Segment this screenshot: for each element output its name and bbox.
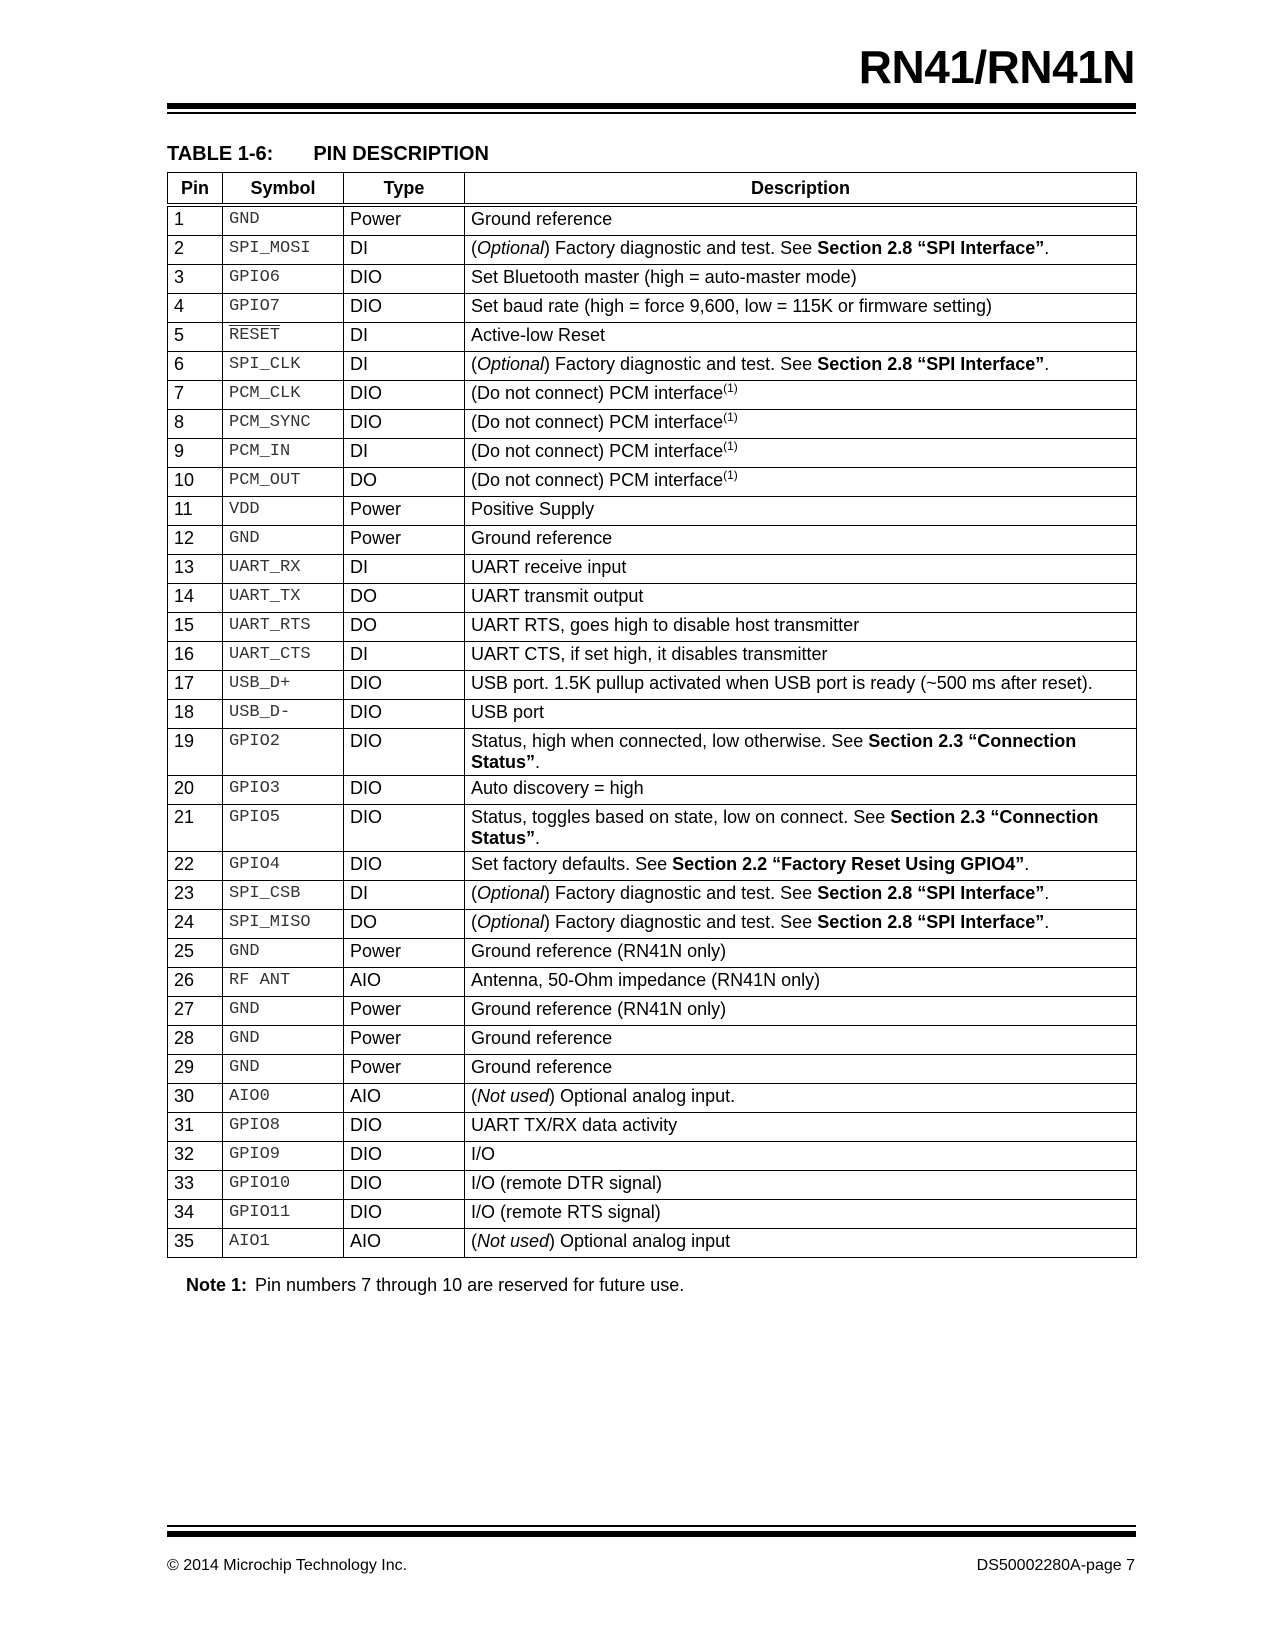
symbol-text: PCM_SYNC	[229, 413, 311, 432]
description-cell	[465, 1200, 1137, 1229]
description-text: (	[471, 883, 477, 903]
type-cell: Power	[344, 205, 465, 236]
pin-cell: 30	[168, 1084, 223, 1113]
type-cell: DIO	[344, 852, 465, 881]
description-text: USB port	[471, 702, 545, 722]
pin-cell: 2	[168, 236, 223, 265]
symbol-cell	[223, 1229, 344, 1258]
type-cell: AIO	[344, 968, 465, 997]
description-cell	[465, 555, 1137, 584]
pin-cell: 27	[168, 997, 223, 1026]
description-cell	[465, 439, 1137, 468]
symbol-text: GPIO2	[229, 732, 281, 751]
table-row	[168, 497, 1137, 526]
symbol-text: GPIO8	[229, 1116, 281, 1135]
table-row	[168, 352, 1137, 381]
symbol-text: PCM_CLK	[229, 384, 301, 403]
symbol-text: GND	[229, 529, 260, 548]
description-cell	[465, 997, 1137, 1026]
pin-cell: 8	[168, 410, 223, 439]
table-row	[168, 555, 1137, 584]
description-text: USB port. 1.5K pullup activated when USB port is ready (~500 ms after reset).	[471, 673, 1093, 693]
type-cell: Power	[344, 997, 465, 1026]
type-cell: DI	[344, 555, 465, 584]
pin-cell: 23	[168, 881, 223, 910]
description-cell	[465, 1113, 1137, 1142]
description-cell	[465, 968, 1137, 997]
table-row	[168, 613, 1137, 642]
table-label: TABLE 1-6:	[167, 143, 274, 165]
description-text: Set baud rate (high = force 9,600, low = 115K or firmware setting)	[471, 296, 992, 316]
symbol-text: GND	[229, 942, 260, 961]
table-row	[168, 381, 1137, 410]
type-cell: Power	[344, 939, 465, 968]
description-cell	[465, 1084, 1137, 1113]
table-row	[168, 265, 1137, 294]
description-text: .	[1044, 883, 1050, 903]
symbol-cell	[223, 323, 344, 352]
header-rule-thin	[167, 112, 1136, 114]
description-cell	[465, 700, 1137, 729]
symbol-cell	[223, 1026, 344, 1055]
table-row	[168, 323, 1137, 352]
pin-cell: 11	[168, 497, 223, 526]
footnote-marker: (1)	[723, 381, 738, 395]
description-cell	[465, 323, 1137, 352]
table-row	[168, 671, 1137, 700]
symbol-cell	[223, 555, 344, 584]
symbol-cell	[223, 205, 344, 236]
footer-rule-thin	[167, 1525, 1136, 1527]
footer-copyright: © 2014 Microchip Technology Inc.	[167, 1557, 408, 1574]
type-cell: DO	[344, 468, 465, 497]
pin-cell: 25	[168, 939, 223, 968]
type-cell: DO	[344, 910, 465, 939]
symbol-text: PCM_IN	[229, 442, 291, 461]
type-cell: DIO	[344, 410, 465, 439]
pin-cell: 7	[168, 381, 223, 410]
description-cell	[465, 642, 1137, 671]
table-row	[168, 468, 1137, 497]
column-header-pin: Pin	[168, 173, 223, 206]
description-text: ) Factory diagnostic and test. See	[544, 354, 818, 374]
symbol-cell	[223, 1113, 344, 1142]
description-text: Not used	[477, 1086, 550, 1106]
type-cell: DO	[344, 613, 465, 642]
section-reference: Section 2.2 “Factory Reset Using GPIO4”	[672, 854, 1025, 874]
section-reference: Section 2.8 “SPI Interface”	[817, 883, 1045, 903]
description-cell	[465, 910, 1137, 939]
symbol-cell	[223, 497, 344, 526]
symbol-text: RF ANT	[229, 971, 291, 990]
symbol-text: USB_D-	[229, 703, 291, 722]
type-cell: DIO	[344, 729, 465, 776]
description-cell	[465, 939, 1137, 968]
pin-cell: 19	[168, 729, 223, 776]
table-row	[168, 642, 1137, 671]
symbol-text: GPIO11	[229, 1203, 291, 1222]
table-row	[168, 439, 1137, 468]
symbol-text: VDD	[229, 500, 260, 519]
description-text: (Do not connect) PCM interface	[471, 383, 724, 403]
description-cell	[465, 205, 1137, 236]
pin-cell: 21	[168, 805, 223, 852]
description-cell	[465, 381, 1137, 410]
table-row	[168, 968, 1137, 997]
description-text: Ground reference (RN41N only)	[471, 999, 727, 1019]
table-row	[168, 1229, 1137, 1258]
description-text: Set Bluetooth master (high = auto-master mode)	[471, 267, 857, 287]
column-header-symbol: Symbol	[223, 173, 344, 206]
symbol-text: GPIO7	[229, 297, 281, 316]
pin-cell: 34	[168, 1200, 223, 1229]
type-cell: DI	[344, 352, 465, 381]
column-header-type: Type	[344, 173, 465, 206]
description-cell	[465, 881, 1137, 910]
table-row	[168, 410, 1137, 439]
note-text: Pin numbers 7 through 10 are reserved for future use.	[255, 1275, 685, 1295]
symbol-cell	[223, 881, 344, 910]
description-text: UART transmit output	[471, 586, 644, 606]
description-cell	[465, 776, 1137, 805]
symbol-text: GPIO6	[229, 268, 281, 287]
description-text: Antenna, 50-Ohm impedance (RN41N only)	[471, 970, 821, 990]
description-text: Optional	[477, 238, 545, 258]
symbol-cell	[223, 729, 344, 776]
symbol-cell	[223, 776, 344, 805]
symbol-cell	[223, 526, 344, 555]
symbol-text: USB_D+	[229, 674, 291, 693]
table-row	[168, 294, 1137, 323]
pin-cell: 9	[168, 439, 223, 468]
description-text: ) Factory diagnostic and test. See	[544, 912, 818, 932]
description-cell	[465, 468, 1137, 497]
symbol-text: PCM_OUT	[229, 471, 301, 490]
section-reference: Section 2.3 “Connection Status”	[471, 731, 1077, 772]
symbol-text: GPIO4	[229, 855, 281, 874]
description-text: (	[471, 1231, 477, 1251]
pin-cell: 3	[168, 265, 223, 294]
description-cell	[465, 1171, 1137, 1200]
symbol-cell	[223, 805, 344, 852]
description-text: .	[535, 752, 541, 772]
description-text: (Do not connect) PCM interface	[471, 412, 724, 432]
section-reference: Section 2.8 “SPI Interface”	[817, 354, 1045, 374]
table-row	[168, 1026, 1137, 1055]
symbol-cell	[223, 439, 344, 468]
symbol-cell	[223, 1171, 344, 1200]
type-cell: DI	[344, 323, 465, 352]
description-text: .	[1044, 238, 1050, 258]
type-cell: DIO	[344, 805, 465, 852]
symbol-text: UART_RX	[229, 558, 301, 577]
table-row	[168, 584, 1137, 613]
table-row	[168, 881, 1137, 910]
symbol-text: SPI_MISO	[229, 913, 311, 932]
description-cell	[465, 526, 1137, 555]
description-text: I/O (remote DTR signal)	[471, 1173, 663, 1193]
symbol-text: UART_CTS	[229, 645, 311, 664]
footnote-marker: (1)	[723, 468, 738, 482]
symbol-cell	[223, 671, 344, 700]
description-text: Ground reference	[471, 528, 613, 548]
symbol-text: UART_RTS	[229, 616, 311, 635]
symbol-cell	[223, 468, 344, 497]
pin-cell: 13	[168, 555, 223, 584]
description-text: (Do not connect) PCM interface	[471, 470, 724, 490]
type-cell: DI	[344, 236, 465, 265]
description-text: I/O	[471, 1144, 496, 1164]
description-cell	[465, 584, 1137, 613]
description-cell	[465, 729, 1137, 776]
description-text: ) Optional analog input	[549, 1231, 731, 1251]
description-text: I/O (remote RTS signal)	[471, 1202, 661, 1222]
type-cell: Power	[344, 1026, 465, 1055]
symbol-cell	[223, 236, 344, 265]
symbol-cell	[223, 613, 344, 642]
symbol-text: SPI_CSB	[229, 884, 301, 903]
pin-cell: 33	[168, 1171, 223, 1200]
table-row	[168, 805, 1137, 852]
pin-cell: 10	[168, 468, 223, 497]
pin-cell: 12	[168, 526, 223, 555]
description-cell	[465, 613, 1137, 642]
symbol-text: GND	[229, 1000, 260, 1019]
symbol-cell	[223, 852, 344, 881]
symbol-text: GND	[229, 1058, 260, 1077]
description-text: Status, high when connected, low otherwise. See	[471, 731, 869, 751]
pin-description-table	[167, 172, 1137, 1258]
symbol-cell	[223, 997, 344, 1026]
type-cell: DI	[344, 642, 465, 671]
description-cell	[465, 1026, 1137, 1055]
footnote-marker: (1)	[723, 410, 738, 424]
description-text: UART TX/RX data activity	[471, 1115, 678, 1135]
type-cell: DIO	[344, 1171, 465, 1200]
description-text: Auto discovery = high	[471, 778, 644, 798]
type-cell: DIO	[344, 381, 465, 410]
footer-page-number: DS50002280A-page 7	[976, 1557, 1135, 1574]
symbol-text: GND	[229, 210, 260, 229]
table-note	[186, 1275, 684, 1296]
description-cell	[465, 805, 1137, 852]
table-row	[168, 700, 1137, 729]
table-row	[168, 729, 1137, 776]
symbol-cell	[223, 265, 344, 294]
symbol-cell	[223, 968, 344, 997]
symbol-text: SPI_MOSI	[229, 239, 311, 258]
description-text: Optional	[477, 912, 545, 932]
description-cell	[465, 294, 1137, 323]
description-text: Not used	[477, 1231, 550, 1251]
description-cell	[465, 1229, 1137, 1258]
description-text: .	[1044, 354, 1050, 374]
type-cell: DIO	[344, 1200, 465, 1229]
description-text: Optional	[477, 883, 545, 903]
pin-cell: 16	[168, 642, 223, 671]
description-cell	[465, 1142, 1137, 1171]
table-row	[168, 205, 1137, 236]
section-reference: Section 2.8 “SPI Interface”	[817, 912, 1045, 932]
symbol-cell	[223, 1084, 344, 1113]
pin-cell: 15	[168, 613, 223, 642]
symbol-cell	[223, 410, 344, 439]
symbol-cell	[223, 584, 344, 613]
note-label: Note 1:	[186, 1275, 248, 1295]
description-cell	[465, 852, 1137, 881]
pin-cell: 24	[168, 910, 223, 939]
symbol-cell	[223, 939, 344, 968]
table-name: PIN DESCRIPTION	[313, 143, 489, 165]
description-cell	[465, 265, 1137, 294]
pin-cell: 17	[168, 671, 223, 700]
symbol-text: GPIO10	[229, 1174, 291, 1193]
type-cell: Power	[344, 1055, 465, 1084]
symbol-cell	[223, 1200, 344, 1229]
symbol-cell	[223, 294, 344, 323]
table-row	[168, 939, 1137, 968]
symbol-text: SPI_CLK	[229, 355, 301, 374]
description-text: .	[535, 828, 541, 848]
symbol-text: AIO1	[229, 1232, 270, 1251]
symbol-text: GPIO9	[229, 1145, 281, 1164]
type-cell: DI	[344, 439, 465, 468]
type-cell: DIO	[344, 265, 465, 294]
symbol-cell	[223, 910, 344, 939]
description-text: ) Factory diagnostic and test. See	[544, 238, 818, 258]
type-cell: AIO	[344, 1084, 465, 1113]
description-text: Status, toggles based on state, low on connect. See	[471, 807, 891, 827]
description-text: Active-low Reset	[471, 325, 606, 345]
symbol-text: GND	[229, 1029, 260, 1048]
pin-cell: 6	[168, 352, 223, 381]
description-text: Ground reference	[471, 209, 613, 229]
description-text: UART CTS, if set high, it disables transmitter	[471, 644, 828, 664]
table-row	[168, 997, 1137, 1026]
description-text: (	[471, 1086, 477, 1106]
symbol-text: RESET	[229, 326, 281, 345]
description-cell	[465, 1055, 1137, 1084]
description-text: Ground reference (RN41N only)	[471, 941, 727, 961]
type-cell: DIO	[344, 1142, 465, 1171]
symbol-cell	[223, 1142, 344, 1171]
type-cell: DIO	[344, 671, 465, 700]
section-reference: Section 2.8 “SPI Interface”	[817, 238, 1045, 258]
description-text: Set factory defaults. See	[471, 854, 673, 874]
table-body	[168, 205, 1137, 1258]
pin-cell: 18	[168, 700, 223, 729]
description-text: .	[1024, 854, 1030, 874]
type-cell: DIO	[344, 700, 465, 729]
description-cell	[465, 236, 1137, 265]
pin-cell: 35	[168, 1229, 223, 1258]
symbol-text: AIO0	[229, 1087, 270, 1106]
description-text: .	[1044, 912, 1050, 932]
symbol-cell	[223, 700, 344, 729]
description-text: (	[471, 912, 477, 932]
type-cell: DO	[344, 584, 465, 613]
type-cell: DIO	[344, 1113, 465, 1142]
description-text: (	[471, 238, 477, 258]
pin-cell: 5	[168, 323, 223, 352]
table-row	[168, 852, 1137, 881]
pin-cell: 31	[168, 1113, 223, 1142]
table-caption	[167, 143, 489, 166]
table-row	[168, 1171, 1137, 1200]
document-title: RN41/RN41N	[858, 41, 1135, 93]
pin-cell: 26	[168, 968, 223, 997]
column-header-description: Description	[465, 173, 1137, 206]
pin-cell: 22	[168, 852, 223, 881]
symbol-cell	[223, 352, 344, 381]
description-text: (	[471, 354, 477, 374]
pin-cell: 4	[168, 294, 223, 323]
symbol-text: GPIO3	[229, 779, 281, 798]
pin-cell: 1	[168, 205, 223, 236]
table-row	[168, 236, 1137, 265]
header-rule-thick	[167, 103, 1136, 109]
footer-rule-thick	[167, 1531, 1136, 1537]
pin-cell: 29	[168, 1055, 223, 1084]
description-cell	[465, 671, 1137, 700]
description-cell	[465, 497, 1137, 526]
pin-cell: 32	[168, 1142, 223, 1171]
pin-cell: 20	[168, 776, 223, 805]
table-row	[168, 910, 1137, 939]
table-row	[168, 526, 1137, 555]
type-cell: Power	[344, 497, 465, 526]
pin-cell: 28	[168, 1026, 223, 1055]
symbol-cell	[223, 642, 344, 671]
table-row	[168, 776, 1137, 805]
type-cell: DIO	[344, 776, 465, 805]
description-text: ) Factory diagnostic and test. See	[544, 883, 818, 903]
symbol-text: UART_TX	[229, 587, 301, 606]
footnote-marker: (1)	[723, 439, 738, 453]
symbol-text: GPIO5	[229, 808, 281, 827]
description-text: Optional	[477, 354, 545, 374]
table-row	[168, 1113, 1137, 1142]
description-cell	[465, 352, 1137, 381]
section-reference: Section 2.3 “Connection Status”	[471, 807, 1099, 848]
table-header-row	[168, 173, 1137, 206]
type-cell: DIO	[344, 294, 465, 323]
type-cell: Power	[344, 526, 465, 555]
table-row	[168, 1055, 1137, 1084]
description-text: Ground reference	[471, 1057, 613, 1077]
description-text: UART receive input	[471, 557, 627, 577]
symbol-cell	[223, 381, 344, 410]
type-cell: DI	[344, 881, 465, 910]
description-text: ) Optional analog input.	[549, 1086, 736, 1106]
symbol-cell	[223, 1055, 344, 1084]
description-text: UART RTS, goes high to disable host transmitter	[471, 615, 860, 635]
description-cell	[465, 410, 1137, 439]
type-cell: AIO	[344, 1229, 465, 1258]
pin-cell: 14	[168, 584, 223, 613]
description-text: Positive Supply	[471, 499, 595, 519]
table-row	[168, 1142, 1137, 1171]
table-row	[168, 1084, 1137, 1113]
description-text: (Do not connect) PCM interface	[471, 441, 724, 461]
description-text: Ground reference	[471, 1028, 613, 1048]
table-row	[168, 1200, 1137, 1229]
